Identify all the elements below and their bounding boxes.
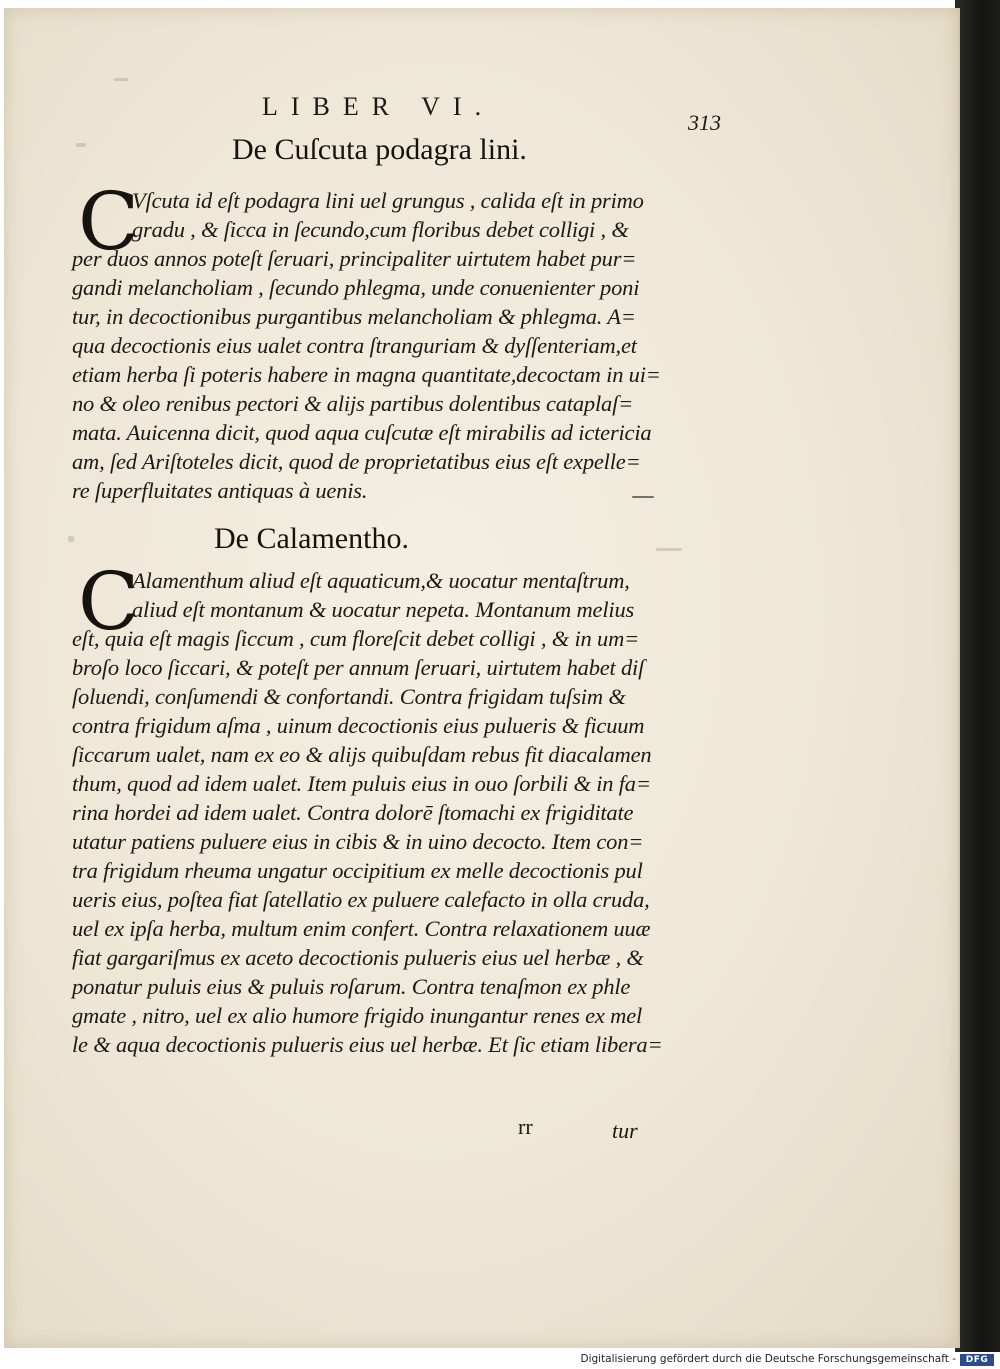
- text-line: gmate , nitro, uel ex alio humore frigido inungantur renes ex mel: [72, 1003, 643, 1028]
- ink-speck: [656, 548, 682, 551]
- text-line: broſo loco ſiccari, & poteſt per annum ſeruari, uirtutem habet diſ: [72, 655, 645, 680]
- text-line: gradu , & ſicca in ſecundo,cum floribus debet colligi , &: [132, 217, 629, 242]
- text-line: ueris eius, poſtea fiat ſatellatio ex puluere calefacto in olla cruda,: [72, 887, 650, 912]
- text-line: per duos annos poteſt ſeruari, principaliter uirtutem habet pur=: [72, 246, 637, 271]
- signature-mark: rr: [518, 1114, 533, 1139]
- text-line: gandi melancholiam , ſecundo phlegma, unde conuenienter poni: [72, 275, 640, 300]
- ink-speck: [68, 536, 74, 542]
- text-line: mata. Auicenna dicit, quod aqua cuſcutæ eſt mirabilis ad ictericia: [72, 420, 652, 445]
- text-line: thum, quod ad idem ualet. Item puluis eius in ouo ſorbili & in fa=: [72, 771, 651, 796]
- text-line: utatur patiens puluere eius in cibis & in uino decocto. Item con=: [72, 829, 644, 854]
- text-line: Alamenthum aliud eſt aquaticum,& uocatur mentaſtrum,: [132, 568, 630, 593]
- text-line: aliud eſt montanum & uocatur nepeta. Montanum melius: [132, 597, 635, 622]
- text-line: Vſcuta id eſt podagra lini uel grungus , calida eſt in primo: [132, 188, 644, 213]
- funding-credit: Digitalisierung gefördert durch die Deutsche Forschungsgemeinschaft -: [580, 1353, 956, 1365]
- text-line: eſt, quia eſt magis ſiccum , cum floreſcit debet colligi , & in um=: [72, 626, 640, 651]
- ink-speck: [114, 78, 128, 81]
- text-line: ponatur puluis eius & puluis roſarum. Contra tenaſmon ex phle: [72, 974, 631, 999]
- text-line: etiam herba ſi poteris habere in magna quantitate,decoctam in ui=: [72, 362, 661, 387]
- catchword: tur: [612, 1118, 638, 1143]
- text-line: tra frigidum rheuma ungatur occipitium ex melle decoctionis pul: [72, 858, 643, 883]
- digitization-footer: [0, 1352, 1000, 1369]
- text-line: fiat gargariſmus ex aceto decoctionis pulueris eius uel herbæ , &: [72, 945, 644, 970]
- ink-stroke: [632, 496, 654, 498]
- section-title-cuscuta: De Cuſcuta podagra lini.: [232, 133, 527, 166]
- text-line: uel ex ipſa herba, multum enim confert. Contra relaxationem uuæ: [72, 916, 651, 941]
- scanner-backdrop: [955, 0, 1000, 1352]
- text-line: am, ſed Ariſtoteles dicit, quod de proprietatibus eius eſt expelle=: [72, 449, 641, 474]
- text-line: ſiccarum ualet, nam ex eo & alijs quibuſdam rebus fit diacalamen: [72, 742, 652, 767]
- text-line: le & aqua decoctionis pulueris eius uel herbæ. Et ſic etiam libera=: [72, 1032, 663, 1057]
- drop-cap-initial: C: [78, 555, 140, 648]
- page-number: 313: [688, 110, 721, 135]
- text-line: re ſuperfluitates antiquas à uenis.: [72, 478, 368, 503]
- text-line: ſoluendi, conſumendi & confortandi. Contra frigidam tuſsim &: [72, 684, 626, 709]
- text-line: tur, in decoctionibus purgantibus melancholiam & phlegma. A=: [72, 304, 636, 329]
- section-title-calamenthum: De Calamentho.: [214, 522, 409, 555]
- dfg-logo-icon: DFG: [960, 1354, 994, 1366]
- text-line: no & oleo renibus pectori & alijs partibus dolentibus cataplaſ=: [72, 391, 634, 416]
- text-line: contra frigidum aſma , uinum decoctionis eius pulueris & ficuum: [72, 713, 645, 738]
- ink-speck: [76, 143, 86, 147]
- running-head: LIBER VI.: [262, 92, 495, 121]
- text-line: qua decoctionis eius ualet contra ſtranguriam & dyſſenteriam,et: [72, 333, 637, 358]
- text-line: rina hordei ad idem ualet. Contra dolorē ſtomachi ex frigiditate: [72, 800, 634, 825]
- drop-cap-initial: C: [78, 175, 140, 268]
